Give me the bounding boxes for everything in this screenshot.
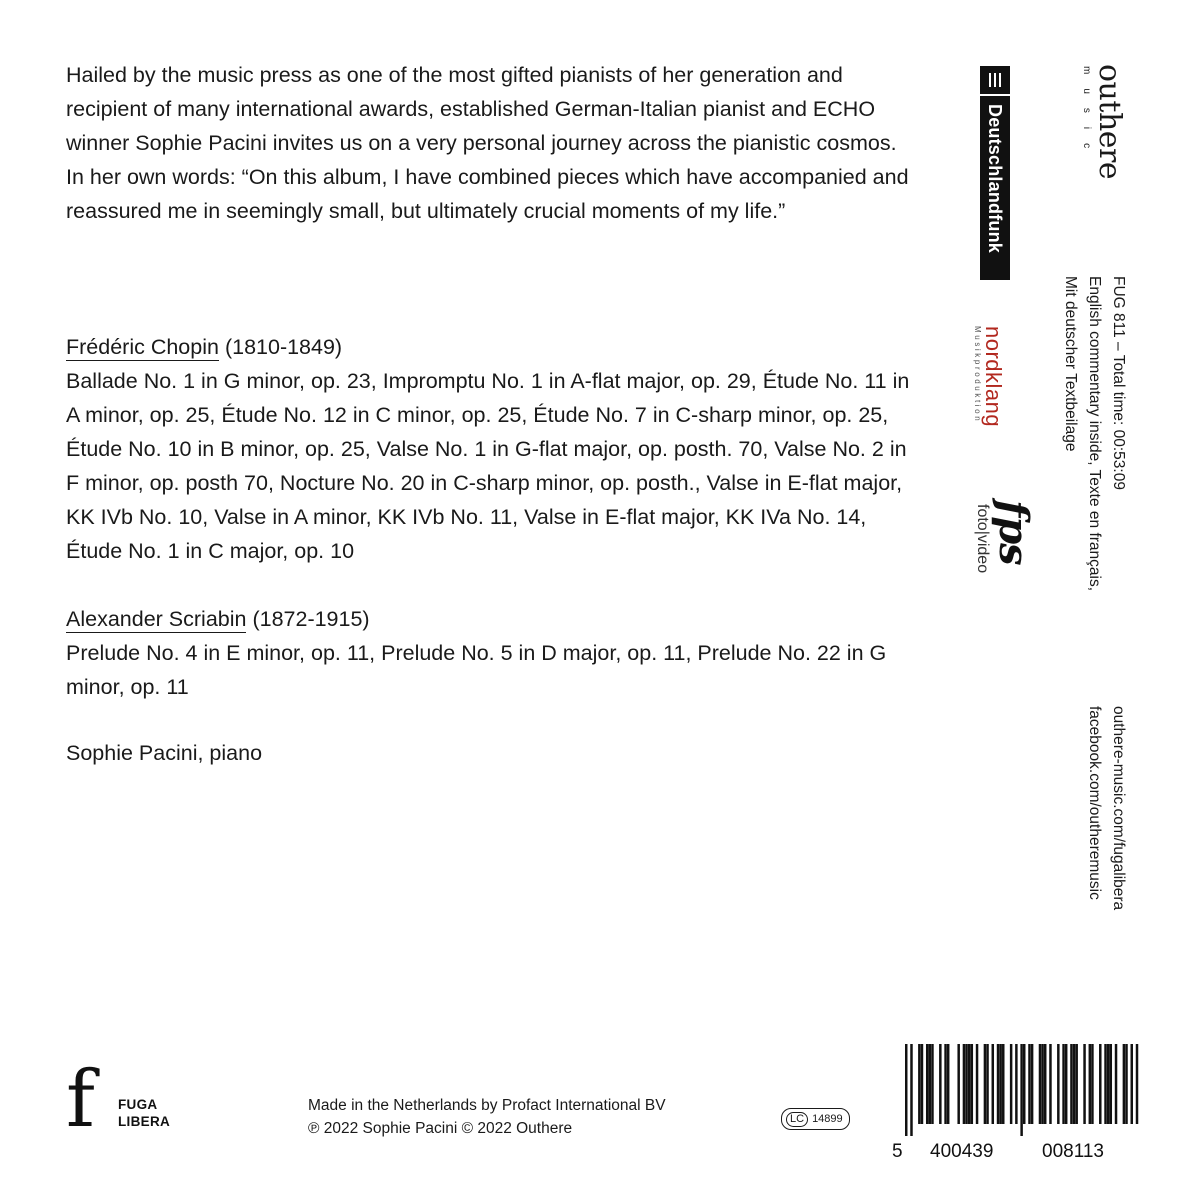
outhere-wordmark: outhere <box>1092 64 1127 180</box>
barcode-bar <box>910 1044 912 1136</box>
barcode-bar <box>1125 1044 1127 1124</box>
fps-logo <box>972 500 1037 574</box>
barcode-bar <box>1073 1044 1075 1124</box>
barcode-bar <box>1023 1044 1025 1124</box>
barcode-bar <box>926 1044 928 1124</box>
composer-dates-chopin: (1810-1849) <box>224 335 343 359</box>
barcode <box>905 1044 1141 1136</box>
barcode-bar <box>984 1044 986 1124</box>
barcode-bar <box>1041 1044 1043 1124</box>
label-line-1: FUGA <box>118 1097 158 1112</box>
barcode-bar <box>1131 1044 1133 1124</box>
barcode-bar <box>918 1044 920 1124</box>
barcode-bar <box>965 1044 967 1124</box>
barcode-bar <box>1028 1044 1030 1124</box>
barcode-bar <box>1020 1044 1022 1136</box>
outhere-subtitle: music <box>1081 66 1092 163</box>
barcode-bar <box>1010 1044 1012 1124</box>
website-links <box>1082 706 1130 910</box>
catalog-info <box>1058 276 1130 591</box>
barcode-bar <box>992 1044 994 1124</box>
fps-subtitle: foto|video <box>974 504 991 574</box>
fuga-libera-label <box>118 1096 170 1130</box>
barcode-bar <box>921 1044 923 1124</box>
outhere-logo <box>1081 64 1126 179</box>
barcode-bar <box>931 1044 933 1124</box>
catalog-number: FUG 811 – Total time: 00:53:09 <box>1110 276 1127 490</box>
barcode-bar <box>1039 1044 1041 1124</box>
barcode-bar <box>1075 1044 1077 1124</box>
chopin-works: Ballade No. 1 in G minor, op. 23, Impromptu No. 1 in A-flat major, op. 29, Étude No. 11 in A minor, op. 25, Étude No. 12 in C minor, op. 25, Étude No. 7 in C-sharp minor, op. 25, Étude No. 10 in B minor, op. 25, Valse No. 1 in G-flat major, op. posth. 70, Valse No. 2 in F minor, op. posth 70, Nocture No. 20 in C-sharp minor, op. posth., Valse in E-flat major, KK IVb No. 10, Valse in A minor, KK IVb No. 11, Valse in E-flat major, KK IVa No. 14, Étude No. 1 in C major, op. 10 <box>66 369 910 563</box>
barcode-bar <box>944 1044 946 1124</box>
performer-credit: Sophie Pacini, piano <box>66 741 263 765</box>
fuga-libera-logo-icon: f <box>66 1055 95 1145</box>
facebook-url[interactable]: facebook.com/outheremusic <box>1086 706 1103 900</box>
manufacturing-info <box>308 1094 666 1140</box>
barcode-bar <box>1044 1044 1046 1124</box>
barcode-left-group: 400439 <box>930 1141 994 1162</box>
barcode-bar <box>1099 1044 1101 1124</box>
language-info-1: English commentary inside, Texte en français, <box>1086 276 1103 592</box>
fps-wordmark: fps <box>990 500 1037 565</box>
label-code <box>781 1108 850 1130</box>
composer-name-scriabin: Alexander Scriabin <box>66 607 247 631</box>
barcode-bar <box>1115 1044 1117 1124</box>
composer-dates-scriabin: (1872-1915) <box>252 607 370 631</box>
barcode-bar <box>1015 1044 1017 1124</box>
nordklang-subtitle: Musikproduktion <box>973 326 982 424</box>
barcode-bar <box>1070 1044 1072 1124</box>
barcode-bar <box>1002 1044 1004 1124</box>
barcode-bar <box>947 1044 949 1124</box>
intro-paragraph: Hailed by the music press as one of the most gifted pianists of her generation and recipient of many international awards, established German-Italian pianist and ECHO winner Sophie Pacini invites us on a very personal journey across the pianistic cosmos. In her own words: “On this album, I have combined pieces which have accompanied and reassured me in seemingly small, but ultimately crucial moments of my life.” <box>66 63 909 223</box>
barcode-bar <box>1091 1044 1093 1124</box>
barcode-bar <box>968 1044 970 1124</box>
barcode-first-digit: 5 <box>892 1141 903 1162</box>
copyright-line: ℗ 2022 Sophie Pacini © 2022 Outhere <box>308 1120 573 1137</box>
barcode-bar <box>971 1044 973 1124</box>
barcode-bar <box>976 1044 978 1124</box>
barcode-right-group: 008113 <box>1042 1141 1104 1162</box>
barcode-bar <box>1104 1044 1106 1124</box>
scriabin-heading <box>66 602 370 636</box>
made-in-line: Made in the Netherlands by Profact International BV <box>308 1097 666 1114</box>
barcode-bar <box>986 1044 988 1124</box>
scriabin-works: Prelude No. 4 in E minor, op. 11, Prelude No. 5 in D major, op. 11, Prelude No. 22 in G minor, op. 11 <box>66 641 887 699</box>
barcode-bar <box>1062 1044 1064 1124</box>
barcode-bar <box>1031 1044 1033 1124</box>
barcode-bar <box>1057 1044 1059 1124</box>
barcode-bar <box>1110 1044 1112 1124</box>
barcode-bar <box>1136 1044 1138 1124</box>
nordklang-wordmark: nordklang <box>981 326 1006 428</box>
barcode-bar <box>939 1044 941 1124</box>
barcode-bar <box>905 1044 907 1136</box>
deutschlandfunk-logo <box>980 66 1010 280</box>
barcode-bar <box>1123 1044 1125 1124</box>
chopin-heading <box>66 330 342 364</box>
composer-name-chopin: Frédéric Chopin <box>66 335 219 359</box>
barcode-bar <box>1107 1044 1109 1124</box>
barcode-bar <box>997 1044 999 1124</box>
website-url[interactable]: outhere-music.com/fugalibera <box>1110 706 1127 911</box>
lc-badge: LC <box>786 1112 808 1127</box>
dlf-mark-icon <box>980 66 1010 96</box>
barcode-bar <box>929 1044 931 1124</box>
barcode-bar <box>963 1044 965 1124</box>
language-info-2: Mit deutscher Textbeilage <box>1062 276 1079 452</box>
barcode-bar <box>957 1044 959 1124</box>
barcode-bar <box>1049 1044 1051 1124</box>
lc-number: 14899 <box>812 1113 843 1125</box>
dlf-label: Deutschlandfunk <box>985 104 1006 254</box>
nordklang-logo <box>972 326 1004 427</box>
label-line-2: LIBERA <box>118 1114 171 1129</box>
barcode-bar <box>999 1044 1001 1124</box>
barcode-bar <box>1065 1044 1067 1124</box>
barcode-bar <box>1083 1044 1085 1124</box>
barcode-bar <box>1089 1044 1091 1124</box>
